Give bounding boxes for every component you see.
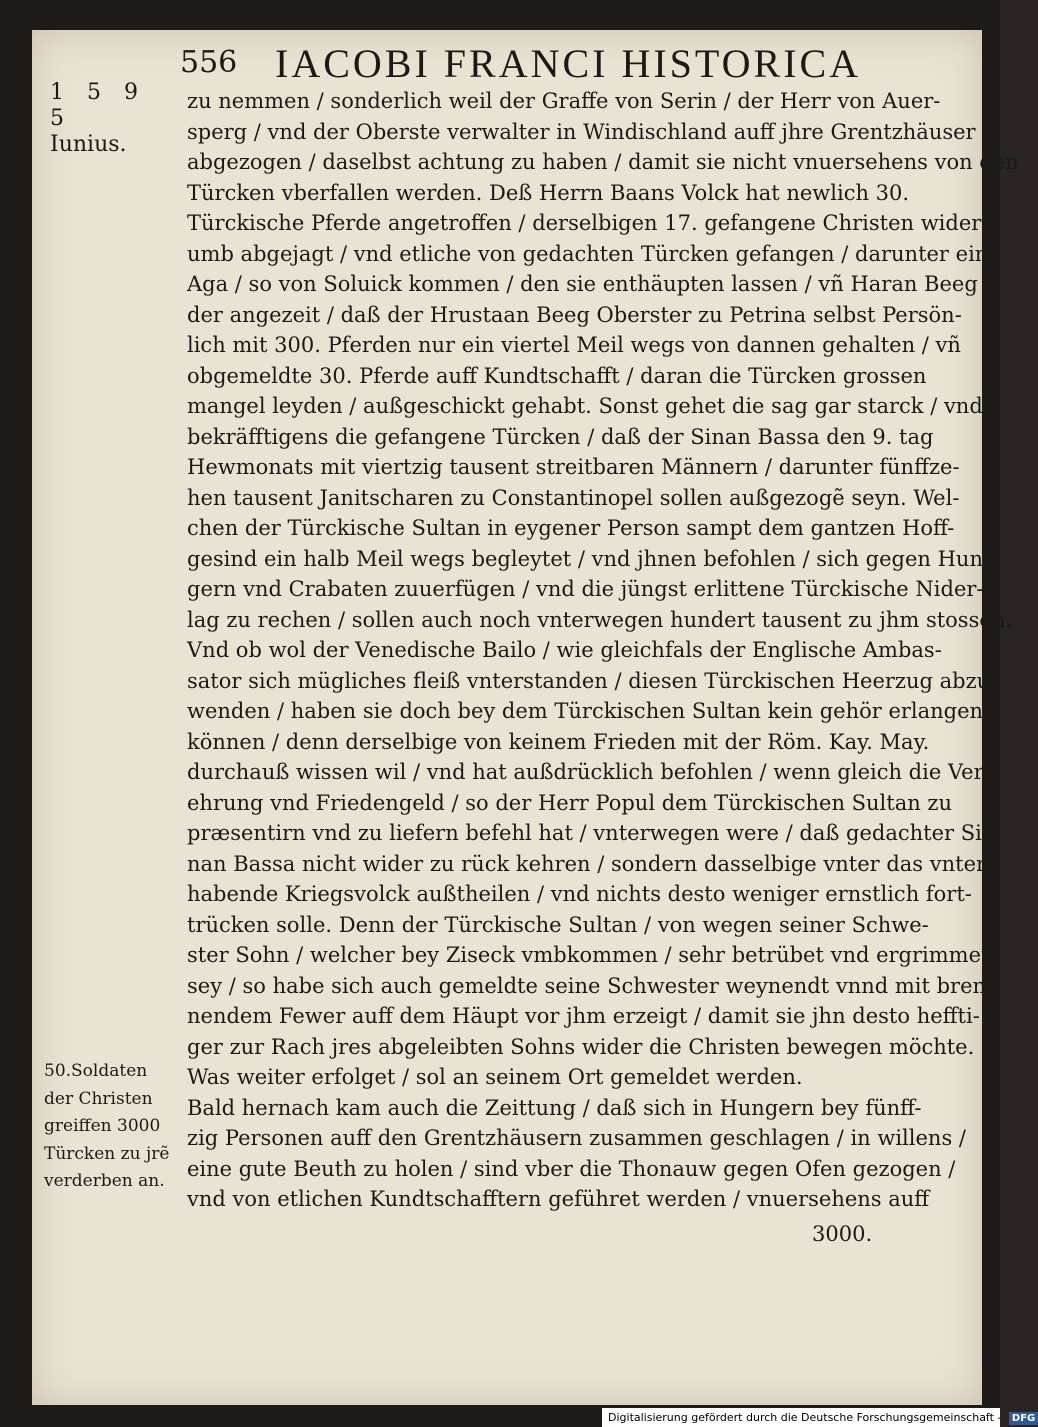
text-line: mangel leyden / außgeschickt gehabt. Sonst gehet die sag gar starck / vnd [187, 394, 983, 418]
text-line: Vnd ob wol der Venedische Bailo / wie gleichfals der Englische Ambas- [187, 638, 942, 662]
footer-text: Digitalisierung gefördert durch die Deutsche Forschungsgemeinschaft - [608, 1411, 1002, 1424]
dfg-logo-icon: DFG [1009, 1412, 1038, 1425]
text-line: Türcken vberfallen werden. Deß Herrn Baans Volck hat newlich 30. [187, 180, 910, 205]
text-line: Bald hernach kam auch die Zeittung / daß sich in Hungern bey fünff- [187, 1095, 922, 1120]
text-line: wenden / haben sie doch bey dem Türckischen Sultan kein gehör erlangen [187, 699, 984, 723]
text-line: bekräfftigens die gefangene Türcken / daß der Sinan Bassa den 9. tag [187, 424, 934, 449]
text-line: Was weiter erfolget / sol an seinem Ort gemeldet werden. [187, 1065, 803, 1089]
text-line: sator sich mügliches fleiß vnterstanden / diesen Türckischen Heerzug abzu- [187, 668, 998, 693]
text-line: ster Sohn / welcher bey Ziseck vmbkommen / sehr betrübet vnd ergrimmet [187, 943, 990, 967]
margin-note-line: 50.Soldaten [44, 1061, 148, 1081]
text-line: zu nemmen / sonderlich weil der Graffe von Serin / der Herr von Auer- [187, 89, 941, 113]
text-line: ger zur Rach jres abgeleibten Sohns wider die Christen bewegen möchte. [187, 1034, 975, 1059]
running-head: IACOBI FRANCI HISTORICA [275, 41, 862, 86]
text-line: der angezeit / daß der Hrustaan Beeg Oberster zu Petrina selbst Persön- [187, 302, 962, 327]
footer-credit [602, 1408, 1036, 1427]
text-line: zig Personen auff den Grentzhäusern zusammen geschlagen / in willens / [187, 1126, 966, 1150]
text-line: abgezogen / daselbst achtung zu haben / damit sie nicht vnuersehens von den [187, 150, 1019, 174]
text-line: lich mit 300. Pferden nur ein viertel Meil wegs von dannen gehalten / vñ [187, 333, 961, 357]
text-line: Türckische Pferde angetroffen / derselbigen 17. gefangene Christen wider- [187, 211, 989, 235]
text-line: nendem Fewer auff dem Häupt vor jhm erzeigt / damit sie jhn desto heffti- [187, 1004, 980, 1028]
text-line: lag zu rechen / sollen auch noch vnterwegen hundert tausent zu jhm stossen. [187, 607, 1012, 632]
text-line: obgemeldte 30. Pferde auff Kundtschafft / daran die Türcken grossen [187, 363, 927, 388]
margin-note-line: Türcken zu jrẽ [44, 1143, 170, 1164]
margin-note-line: greiffen 3000 [44, 1116, 161, 1136]
margin-note-line: verderben an. [44, 1171, 165, 1191]
text-line: trücken solle. Denn der Türckische Sultan / von wegen seiner Schwe- [187, 912, 929, 937]
text-line: hen tausent Janitscharen zu Constantinopel sollen außgezogẽ seyn. Wel- [187, 485, 960, 510]
text-line: eine gute Beuth zu holen / sind vber die Thonauw gegen Ofen gezogen / [187, 1156, 956, 1181]
text-line: sperg / vnd der Oberste verwalter in Windischland auff jhre Grentzhäuser [187, 119, 976, 144]
text-line: durchauß wissen wil / vnd hat außdrücklich befohlen / wenn gleich die Ver- [187, 760, 991, 784]
text-line: vnd von etlichen Kundtschafftern geführet werden / vnuersehens auff [187, 1187, 930, 1211]
text-line: chen der Türckische Sultan in eygener Person sampt dem gantzen Hoff- [187, 516, 955, 540]
text-line: umb abgejagt / vnd etliche von gedachten Türcken gefangen / darunter ein [187, 241, 989, 266]
body-text [187, 86, 1019, 1215]
text-line: nan Bassa nicht wider zu rück kehren / sondern dasselbige vnter das vnter- [187, 851, 994, 876]
catchword: 3000. [812, 1222, 873, 1246]
text-line: ehrung vnd Friedengeld / so der Herr Popul dem Türckischen Sultan zu [187, 790, 953, 815]
margin-note [44, 1058, 204, 1196]
margin-date [50, 80, 150, 158]
text-line: gern vnd Crabaten zuuerfügen / vnd die jüngst erlittene Türckische Nider- [187, 577, 984, 601]
margin-year: 1 5 9 5 [50, 80, 146, 131]
margin-note-line: der Christen [44, 1088, 153, 1109]
text-line: Hewmonats mit viertzig tausent streitbaren Männern / darunter fünffze- [187, 455, 960, 479]
text-line: gesind ein halb Meil wegs begleytet / vnd jhnen befohlen / sich gegen Hun- [187, 546, 991, 571]
text-line: habende Kriegsvolck außtheilen / vnd nichts desto weniger ernstlich fort- [187, 882, 972, 906]
text-line: præsentirn vnd zu liefern befehl hat / vnterwegen were / daß gedachter Si- [187, 821, 989, 845]
page-number: 556 [180, 45, 238, 80]
text-line: sey / so habe sich auch gemeldte seine Schwester weynendt vnnd mit bren- [187, 973, 994, 998]
margin-month: Iunius. [50, 132, 127, 157]
text-line: können / denn derselbige von keinem Frieden mit der Röm. Kay. May. [187, 729, 930, 754]
text-line: Aga / so von Soluick kommen / den sie enthäupten lassen / vñ Haran Beeg / [187, 272, 992, 296]
